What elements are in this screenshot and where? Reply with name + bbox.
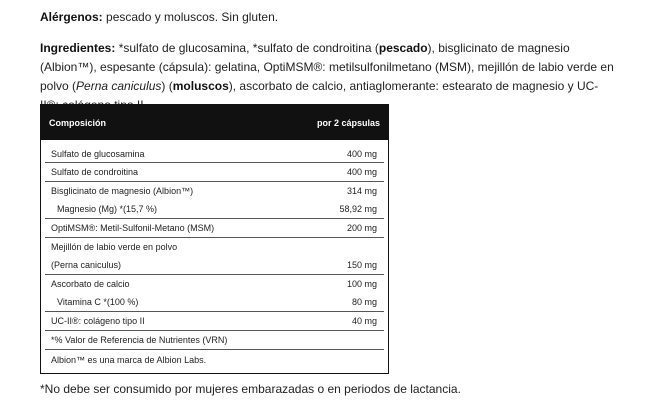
row-value: 400 mg [346,148,377,159]
row-name: Sulfato de glucosamina [51,148,145,159]
row-value: 400 mg [346,167,377,177]
allergen-fish: pescado [378,41,428,55]
table-row [45,145,384,163]
row-name: Magnesio (Mg) *(15,7 %) [57,204,158,214]
table-row [45,350,384,369]
row-value: 314 mg [346,186,377,196]
table-row [45,275,384,293]
ingredients-label: Ingredientes: [40,41,116,55]
row-name: OptiMSM®: Metil-Sulfonil-Metano (MSM) [51,223,215,233]
table-body [41,140,388,373]
row-value: 80 mg [351,297,377,307]
ingredients-text: ) ( [161,79,173,93]
row-value: 58,92 mg [339,204,377,214]
table-row [45,256,384,275]
row-name: Bisglicinato de magnesio (Albion™) [51,186,194,196]
table-row [45,219,384,238]
table-header [41,105,388,140]
row-name: *% Valor de Referencia de Nutrientes (VRN) [51,335,228,345]
row-name: Ascorbato de calcio [51,279,130,289]
table-row [45,293,384,312]
ingredients-text: *sulfato de glucosamina, *sulfato de condroitina ( [115,41,379,55]
row-name: UC-II®: colágeno tipo II [51,316,145,326]
allergen-molluscs: moluscos [172,79,229,93]
pregnancy-warning: *No debe ser consumido por mujeres embarazadas o en periodos de lactancia. [40,382,461,396]
allergens-text: pescado y moluscos. Sin gluten. [102,10,279,24]
ingredients-text: ), ascorbato de calcio, antiaglomerante: estearato de magnesio y UC- [228,79,599,93]
allergens-label: Alérgenos: [40,10,103,24]
row-value: 40 mg [351,316,377,326]
row-name: Vitamina C *(100 %) [57,297,139,307]
header-composition: Composición [49,117,107,128]
row-name: Mejillón de labio verde en polvo [51,242,178,252]
composition-table [40,104,389,374]
table-row [45,331,384,350]
allergens-paragraph [40,8,278,27]
row-value: 200 mg [346,223,377,233]
table-row [45,163,384,182]
row-name: Sulfato de condroitina [51,167,139,177]
row-name: Albion™ es una marca de Albion Labs. [51,354,207,365]
row-value: 100 mg [346,279,377,289]
table-row [45,182,384,200]
row-name: (Perna caniculus) [51,260,122,270]
table-row [45,238,384,256]
ingredients-text: ), bisglicinato de magnesio (Albion™), espesante (cápsula): gelatina, OptiMSM®: metilsulfonilmetano (MSM), mejillón de labio verde en polvo ( [40,41,614,93]
row-value: 150 mg [346,260,377,270]
header-per-serving: por 2 cápsulas [316,117,380,128]
species-name: Perna caniculus [76,79,162,93]
table-row [45,312,384,331]
table-row [45,200,384,219]
